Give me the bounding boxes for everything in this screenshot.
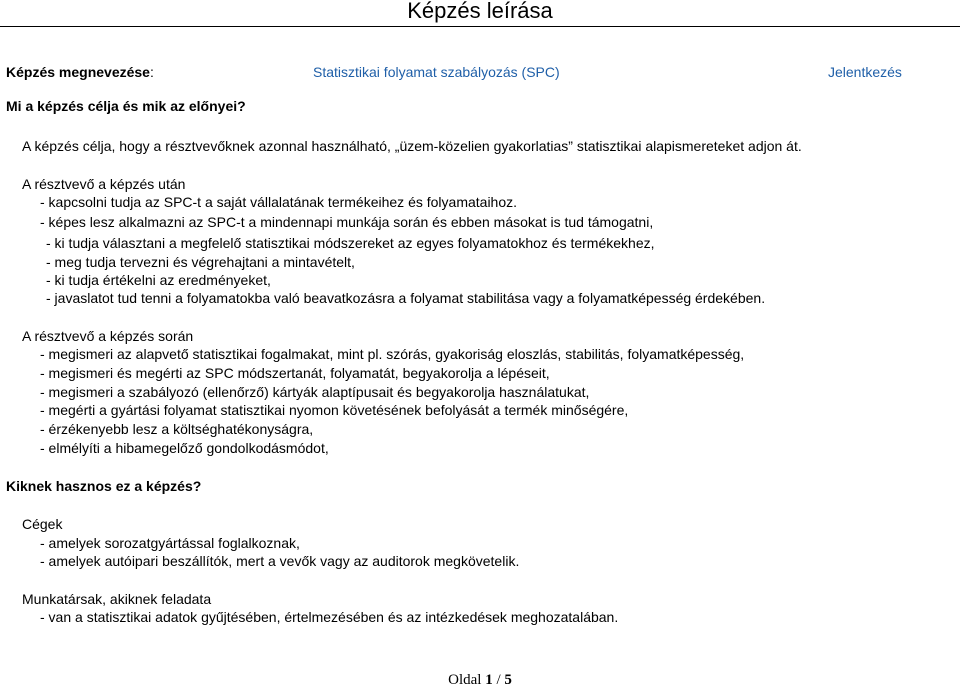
header-bar [0, 0, 960, 27]
after-item: - javaslatot tud tenni a folyamatokba való beavatkozásra a folyamat stabilitása vagy a folyamatképesség érdekében. [46, 290, 766, 306]
after-item: - meg tudja tervezni és végrehajtani a mintavételt, [46, 254, 355, 270]
during-item: - megismeri és megérti az SPC módszertanát, folyamatát, begyakorolja a lépéseit, [40, 365, 550, 381]
training-name-value: Statisztikai folyamat szabályozás (SPC) [313, 64, 560, 80]
training-name-colon: : [149, 64, 154, 80]
during-item: - elmélyíti a hibamegelőző gondolkodásmódot, [40, 440, 329, 456]
training-name-row [6, 64, 154, 81]
page-separator: / [496, 672, 501, 688]
page-word: Oldal [448, 672, 482, 688]
staff-heading: Munkatársak, akiknek feladata [22, 591, 212, 607]
during-item: - megismeri az alapvető statisztikai fogalmakat, mint pl. szórás, gyakoriság eloszlás, stabilitás, folyamatképesség, [40, 346, 745, 362]
during-item: - megismeri a szabályozó (ellenőrző) kártyák alaptípusait és begyakorolja használatukat, [40, 384, 590, 400]
after-item: - képes lesz alkalmazni az SPC-t a mindennapi munkája során és ebben másokat is tud támogatni, [40, 214, 654, 230]
after-item: - kapcsolni tudja az SPC-t a saját vállalatának termékeihez és folyamataihoz. [40, 194, 518, 210]
during-item: - érzékenyebb lesz a költséghatékonyságra, [40, 421, 314, 437]
after-item: - ki tudja értékelni az eredményeket, [46, 272, 271, 288]
training-name-label: Képzés megnevezése [6, 64, 150, 80]
page-total: 5 [504, 672, 512, 688]
register-link[interactable]: Jelentkezés [828, 64, 902, 80]
after-item: - ki tudja választani a megfelelő statisztikai módszereket az egyes folyamatokhoz és termékekhez, [46, 235, 655, 251]
staff-item: - van a statisztikai adatok gyűjtésében, értelmezésében és az intézkedések meghozatalában. [40, 609, 619, 625]
goal-heading: Mi a képzés célja és mik az előnyei? [6, 98, 246, 114]
after-heading: A résztvevő a képzés után [22, 176, 186, 192]
companies-heading: Cégek [22, 516, 63, 532]
during-heading: A résztvevő a képzés során [22, 328, 194, 344]
companies-item: - amelyek sorozatgyártással foglalkoznak, [40, 535, 300, 551]
page-title: Képzés leírása [407, 0, 553, 23]
goal-intro: A képzés célja, hogy a résztvevőknek azonnal használható, „üzem-közelien gyakorlatias” statisztikai alapismereteket adjon át. [22, 138, 802, 154]
companies-item: - amelyek autóipari beszállítók, mert a vevők vagy az auditorok megkövetelik. [40, 553, 520, 569]
page-footer [0, 672, 960, 689]
during-item: - megérti a gyártási folyamat statisztikai nyomon követésének befolyását a termék minőségére, [40, 402, 629, 418]
audience-heading: Kiknek hasznos ez a képzés? [6, 478, 202, 494]
page-current: 1 [485, 672, 493, 688]
